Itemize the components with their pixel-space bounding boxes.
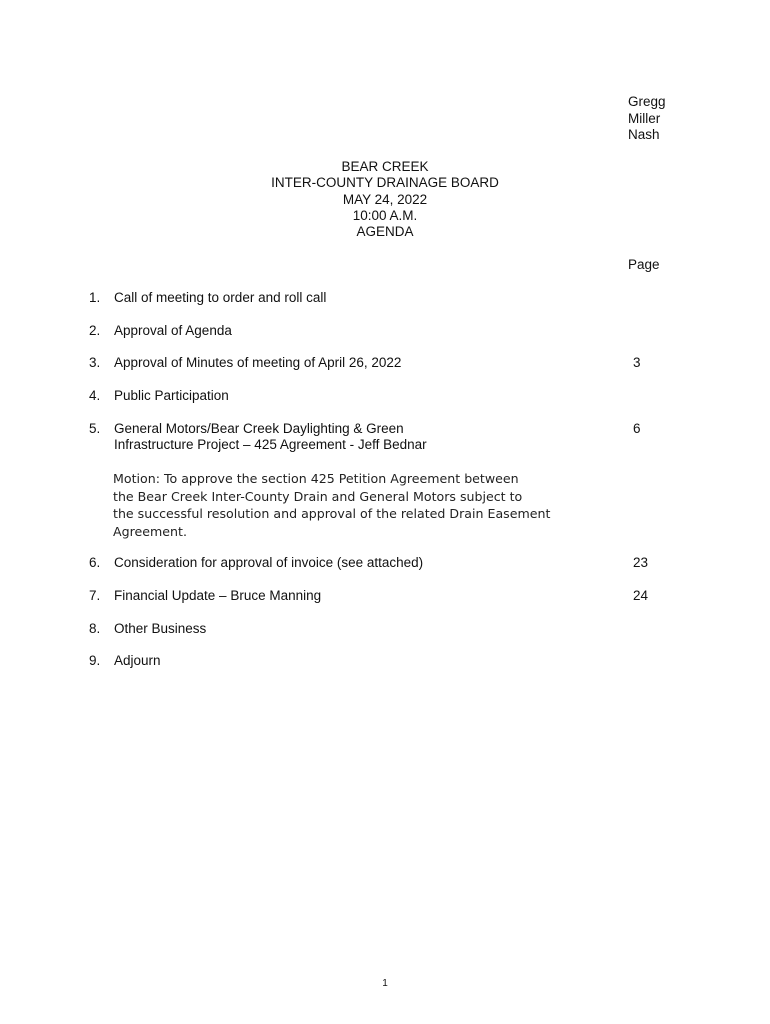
item-page: 24 xyxy=(633,588,649,603)
heading-line: MAY 24, 2022 xyxy=(342,191,428,207)
item-text xyxy=(114,323,594,339)
item-line: Infrastructure Project – 425 Agreement - Jeff Bednar xyxy=(114,437,427,453)
heading-line: 10:00 A.M. xyxy=(352,207,418,223)
item-page: 23 xyxy=(633,555,649,570)
item-number: 9. xyxy=(89,653,101,668)
motion-line: the successful resolution and approval of the related Drain Easement xyxy=(113,506,551,521)
item-page: 6 xyxy=(633,421,641,436)
item-line: Approval of Agenda xyxy=(114,323,232,338)
item-number: 2. xyxy=(89,323,101,338)
item-text xyxy=(114,588,594,604)
item-text xyxy=(114,388,594,404)
item-text xyxy=(114,653,594,669)
item-line: Public Participation xyxy=(114,388,229,403)
attendee-name: Miller xyxy=(628,110,661,126)
item-number: 4. xyxy=(89,388,101,403)
item-text xyxy=(114,621,594,637)
agenda-heading xyxy=(0,159,770,240)
attendee-name: Nash xyxy=(628,127,660,142)
item-text xyxy=(114,555,594,571)
item-page: 3 xyxy=(633,355,641,370)
item-line: Consideration for approval of invoice (see attached) xyxy=(114,555,424,570)
item-number: 3. xyxy=(89,355,101,370)
motion-line: the Bear Creek Inter-County Drain and General Motors subject to xyxy=(113,488,523,504)
heading-line: AGENDA xyxy=(356,224,414,240)
item-text xyxy=(114,290,594,306)
item-line: Other Business xyxy=(114,621,207,636)
item-line: General Motors/Bear Creek Daylighting & Green xyxy=(114,421,404,436)
heading-line: BEAR CREEK xyxy=(341,159,429,174)
item-number: 8. xyxy=(89,621,101,636)
attendee-names xyxy=(628,94,666,144)
heading-line: INTER-COUNTY DRAINAGE BOARD xyxy=(271,175,499,191)
item-text xyxy=(114,421,594,454)
item-number: 1. xyxy=(89,290,101,305)
motion-text xyxy=(113,470,550,540)
item-number: 5. xyxy=(89,421,101,436)
item-line: Adjourn xyxy=(114,653,161,668)
motion-line: Agreement. xyxy=(113,523,187,539)
item-number: 6. xyxy=(89,555,101,570)
item-number: 7. xyxy=(89,588,101,603)
motion-line: Motion: To approve the section 425 Petition Agreement between xyxy=(113,471,519,486)
item-line: Call of meeting to order and roll call xyxy=(114,290,327,305)
item-text xyxy=(114,355,594,371)
item-line: Approval of Minutes of meeting of April 26, 2022 xyxy=(114,355,402,370)
page-number: 1 xyxy=(382,978,388,989)
item-line: Financial Update – Bruce Manning xyxy=(114,588,322,603)
page-column-header: Page xyxy=(628,257,660,272)
attendee-name: Gregg xyxy=(628,94,666,109)
